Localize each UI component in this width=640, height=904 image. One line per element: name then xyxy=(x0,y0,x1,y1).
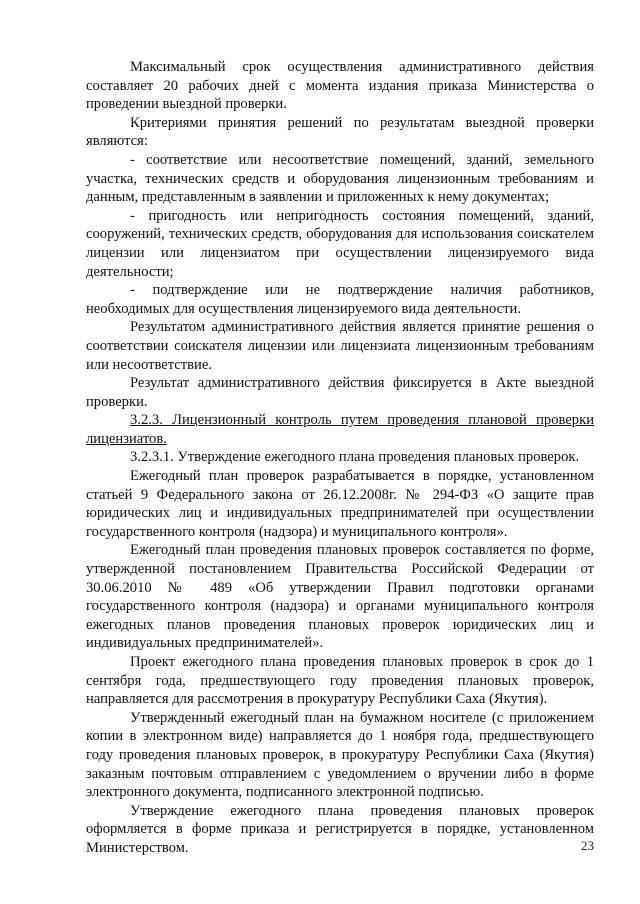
criteria-item-premises: - соответствие или несоответствие помещений, зданий, земельного участка, технических средств и оборудования лицензионным требованиям и данным, представленным в заявлении и приложенных к нему документах; xyxy=(86,151,594,206)
subsection-3-2-3-1: 3.2.3.1. Утверждение ежегодного плана проведения плановых проверок. xyxy=(130,449,580,466)
paragraph-plan-order: Утверждение ежегодного плана проведения плановых проверок оформляется в форме приказа и регистрируется в порядке, установленном Министерством. xyxy=(86,802,594,856)
paragraph-plan-approved: Утвержденный ежегодный план на бумажном носителе (с приложением копии в электронном виде) направляется до 1 ноября года, предшествующего году проведения плановых проверок, в прокуратуру Республики Саха (Якутия) заказным почтовым отправлением с уведомлением о вручении либо в форме электронного документа, подписанного электронной подписью. xyxy=(86,709,594,801)
paragraph-plan-form: Ежегодный план проведения плановых проверок составляется по форме, утвержденной постановлением Правительства Российской Федерации от 30.06.2010 № 489 «Об утверждении Правил подготовки органами государственного контроля (надзора) и органами муниципального контроля ежегодных планов проведения плановых проверок юридических лиц и индивидуальных предпринимателей». xyxy=(86,542,594,652)
page-number: 23 xyxy=(581,838,594,853)
section-heading-3-2-3: 3.2.3. Лицензионный контроль путем проведения плановой проверки лицензиатов. xyxy=(86,412,594,447)
paragraph-plan-draft: Проект ежегодного плана проведения плановых проверок в срок до 1 сентября года, предшествующего году проведения плановых проверок, направляется для рассмотрения в прокуратуру Республики Саха (Якутия). xyxy=(86,654,594,708)
paragraph-plan-development: Ежегодный план проверок разрабатывается в порядке, установленном статьей 9 Федерального закона от 26.12.2008г. № 294-ФЗ «О защите прав юридических лиц и индивидуальных предпринимателей при осуществлении государственного контроля (надзора) и муниципального контроля». xyxy=(86,468,594,540)
criteria-item-staff: - подтверждение или не подтверждение наличия работников, необходимых для осуществления лицензируемого вида деятельности. xyxy=(86,282,594,317)
paragraph-max-term: Максимальный срок осуществления административного действия составляет 20 рабочих дней с момента издания приказа Министерства о проведении выездной проверки. xyxy=(86,59,594,113)
document-body xyxy=(86,58,594,858)
paragraph-criteria-intro: Критериями принятия решений по результатам выездной проверки являются: xyxy=(86,114,594,150)
criteria-item-suitability: - пригодность или непригодность состояния помещений, зданий, сооружений, технических средств, оборудования для использования соискателем лицензии или лицензиатом при осуществлении лицензируемого вида деятельности; xyxy=(86,207,594,280)
paragraph-result-act: Результат административного действия фиксируется в Акте выездной проверки. xyxy=(86,375,594,410)
paragraph-result-decision: Результатом административного действия является принятие решения о соответствии соискателя лицензии или лицензиата лицензионным требованиям или несоответствие. xyxy=(86,319,594,373)
